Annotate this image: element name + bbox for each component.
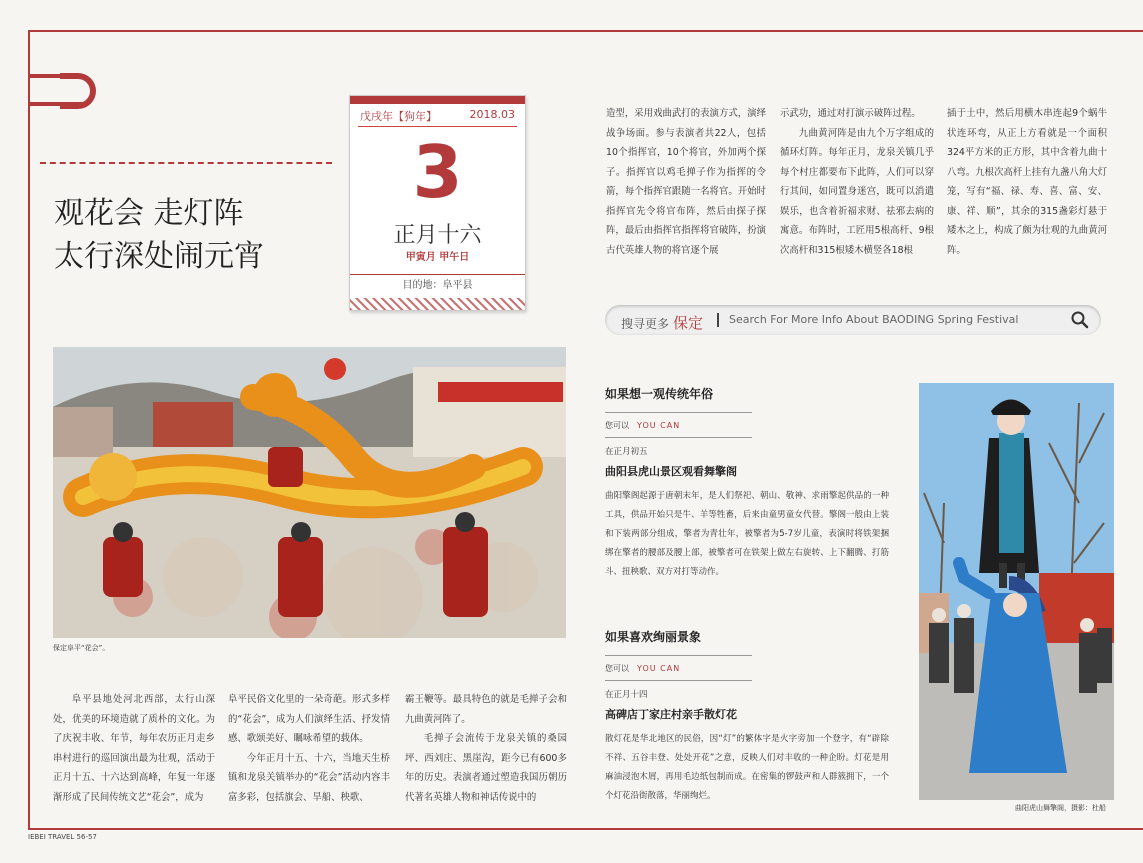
- section2-rule: [605, 655, 752, 656]
- dashed-divider: [40, 162, 332, 164]
- title-line-2: 太行深处闹元宵: [54, 239, 264, 274]
- body-para-2b: 今年正月十五、十六，当地天生桥镇和龙泉关镇举办的“花会”活动内容丰富多彩，包括旗会、旱船、秧歌、: [228, 752, 390, 803]
- section1-youcan: [605, 420, 905, 431]
- article-title: [54, 192, 264, 278]
- body-para-3b: 毛掸子会流传于龙泉关镇的桑园坪、西刘庄、黑崖沟，距今已有600多年的历史。表演者通过塑造我国历朝历代著名英雄人物和神话传说中的: [405, 733, 567, 803]
- dragon-dance-illustration: [53, 347, 566, 638]
- calendar-header: [360, 108, 515, 124]
- stilt-performer-photo: [919, 383, 1114, 800]
- photo2-caption: 曲阳虎山舞擎阁，摄影：杜船: [1015, 804, 1106, 812]
- body-para-5b: 九曲黄河阵是由九个万字组成的循环灯阵。每年正月，龙泉关镇几乎每个村庄都要布下此阵，人们可以穿行其间，如同置身迷宫，既可以消遣娱乐，也含着祈福求财、祛邪去病的寓意。布阵时，工匠用5根高杆、9根次高杆和315根矮木横竖各18根: [780, 127, 934, 256]
- title-line-1: 观花会 走灯阵: [54, 196, 244, 231]
- calendar-pattern: [350, 298, 525, 310]
- section2-youcan-en: YOU CAN: [637, 664, 681, 673]
- section2-desc: 散灯花是华北地区的民俗，因“灯”的繁体字是火字旁加一个登字，有“辟除不祥、五谷丰登、处处开花”之意，反映人们对丰收的一种企盼。灯花是用麻油浸泡木屑，再用毛边纸包制而成。在密集的锣鼓声和人群簇拥下，一个个灯花沿街散落，华丽绚烂。: [605, 734, 889, 801]
- section1-rule: [605, 412, 752, 413]
- section1-when: 在正月初五: [605, 447, 648, 457]
- sidebar-section-2: [605, 628, 905, 806]
- body-para-1: 阜平县地处河北西部，太行山深处，优美的环境造就了质朴的文化。为了庆祝丰收、年节，每年农历正月走乡串村进行的巡回演出最为壮观，活动于正月十五、十六达到高峰，年复一年逐渐形成了民间传统文艺“花会”，成为: [53, 694, 215, 803]
- body-para-5a: 示武功，通过对打演示破阵过程。: [780, 108, 921, 119]
- body-col-6: [947, 104, 1107, 260]
- section2-youcan: [605, 663, 905, 674]
- calendar-card: [349, 95, 526, 311]
- page-footer: IEBEI TRAVEL 56-57: [28, 833, 97, 841]
- section1-heading: 如果想一观传统年俗: [605, 387, 714, 401]
- search-label-text: 搜寻更多: [621, 317, 670, 331]
- calendar-ganzhi: 甲寅月 甲午日: [405, 252, 470, 263]
- search-separator: [717, 313, 719, 327]
- section2-heading: 如果喜欢绚丽景象: [605, 630, 702, 644]
- body-col-2: [228, 690, 390, 807]
- page-border-bottom: [28, 828, 1143, 830]
- section1-desc: 曲阳擎阁起源于唐朝末年，是人们祭祀、朝山、敬神、求雨擎起供品的一种工具，供品开始只是牛、羊等牲畜，后来由童男童女代替。擎阁一般由上装和下装两部分组成，擎者为青壮年，被擎者为5-7岁儿童，表演时将铁架捆绑在擎者的腰部及腰上部，被擎者可在铁架上做左右旋转、上下翻腾、打筋斗、扭秧歌、双方对打等动作。: [605, 491, 889, 577]
- section1-rule-2: [605, 437, 752, 438]
- body-col-5: [780, 104, 934, 260]
- section2-youcan-cn: 您可以: [605, 664, 629, 673]
- calendar-date: 2018.03: [469, 108, 515, 121]
- section2-rule-2: [605, 680, 752, 681]
- search-label: [621, 312, 703, 333]
- body-para-4: 造型，采用戏曲武打的表演方式，演绎战争场面。参与表演者共22人，包括10个指挥官，10个将官，外加两个探子。指挥官以鸡毛掸子作为指挥的令箭，每个指挥官跟随一名将官。开始时指挥官先令将官布阵，然后由探子探阵，最后由指挥官指挥将官破阵，扮演古代英雄人物的将官逐个展: [606, 108, 766, 256]
- calendar-lunar-date: 正月十六: [393, 223, 482, 248]
- section1-youcan-en: YOU CAN: [637, 421, 681, 430]
- body-col-4: [606, 104, 766, 260]
- search-icon[interactable]: [1071, 311, 1089, 329]
- search-bar[interactable]: [605, 305, 1101, 335]
- body-para-2a: 阜平民俗文化里的一朵奇葩。形式多样的“花会”，成为人们演绎生活、抒发情感、歌颂美好、瞩咏希望的载体。: [228, 694, 390, 744]
- calendar-day: 3: [412, 130, 463, 214]
- search-city: 保定: [673, 314, 704, 332]
- dragon-dance-photo: [53, 347, 566, 638]
- sidebar-section-1: [605, 385, 905, 582]
- page-border-left: [28, 30, 30, 830]
- section1-place: 曲阳县虎山景区观看舞擎阁: [605, 465, 737, 478]
- body-para-3a: 霸王鞭等。最具特色的就是毛掸子会和九曲黄河阵了。: [405, 694, 567, 725]
- body-para-6: 插于土中，然后用横木串连起9个蜗牛状连环弯，从正上方看就是一个面积324平方米的正方形，其中含着九曲十八弯。九根次高杆上挂有九盏八角大灯笼，写有“福、禄、寿、喜、富、安、康、祥、顺”，其余的315盏彩灯悬于矮木之上，构成了颇为壮观的九曲黄河阵。: [947, 108, 1107, 256]
- calendar-top-bar: [350, 96, 525, 104]
- search-english-text: Search For More Info About BAODING Spring Festival: [729, 313, 1019, 326]
- calendar-rule: [358, 126, 517, 127]
- body-col-1: [53, 690, 215, 807]
- section2-place: 高碑店丁家庄村亲手散灯花: [605, 708, 737, 721]
- decorative-logo: [60, 73, 96, 109]
- section2-when: 在正月十四: [605, 690, 648, 700]
- calendar-year: 戊戌年【狗年】: [360, 110, 437, 123]
- section1-youcan-cn: 您可以: [605, 421, 629, 430]
- body-col-3: [405, 690, 567, 807]
- calendar-destination: 目的地：阜平县: [350, 274, 525, 297]
- page-border-top: [28, 30, 1143, 32]
- photo1-caption: 保定阜平“花会”。: [53, 644, 110, 652]
- stilt-performer-illustration: [919, 383, 1114, 800]
